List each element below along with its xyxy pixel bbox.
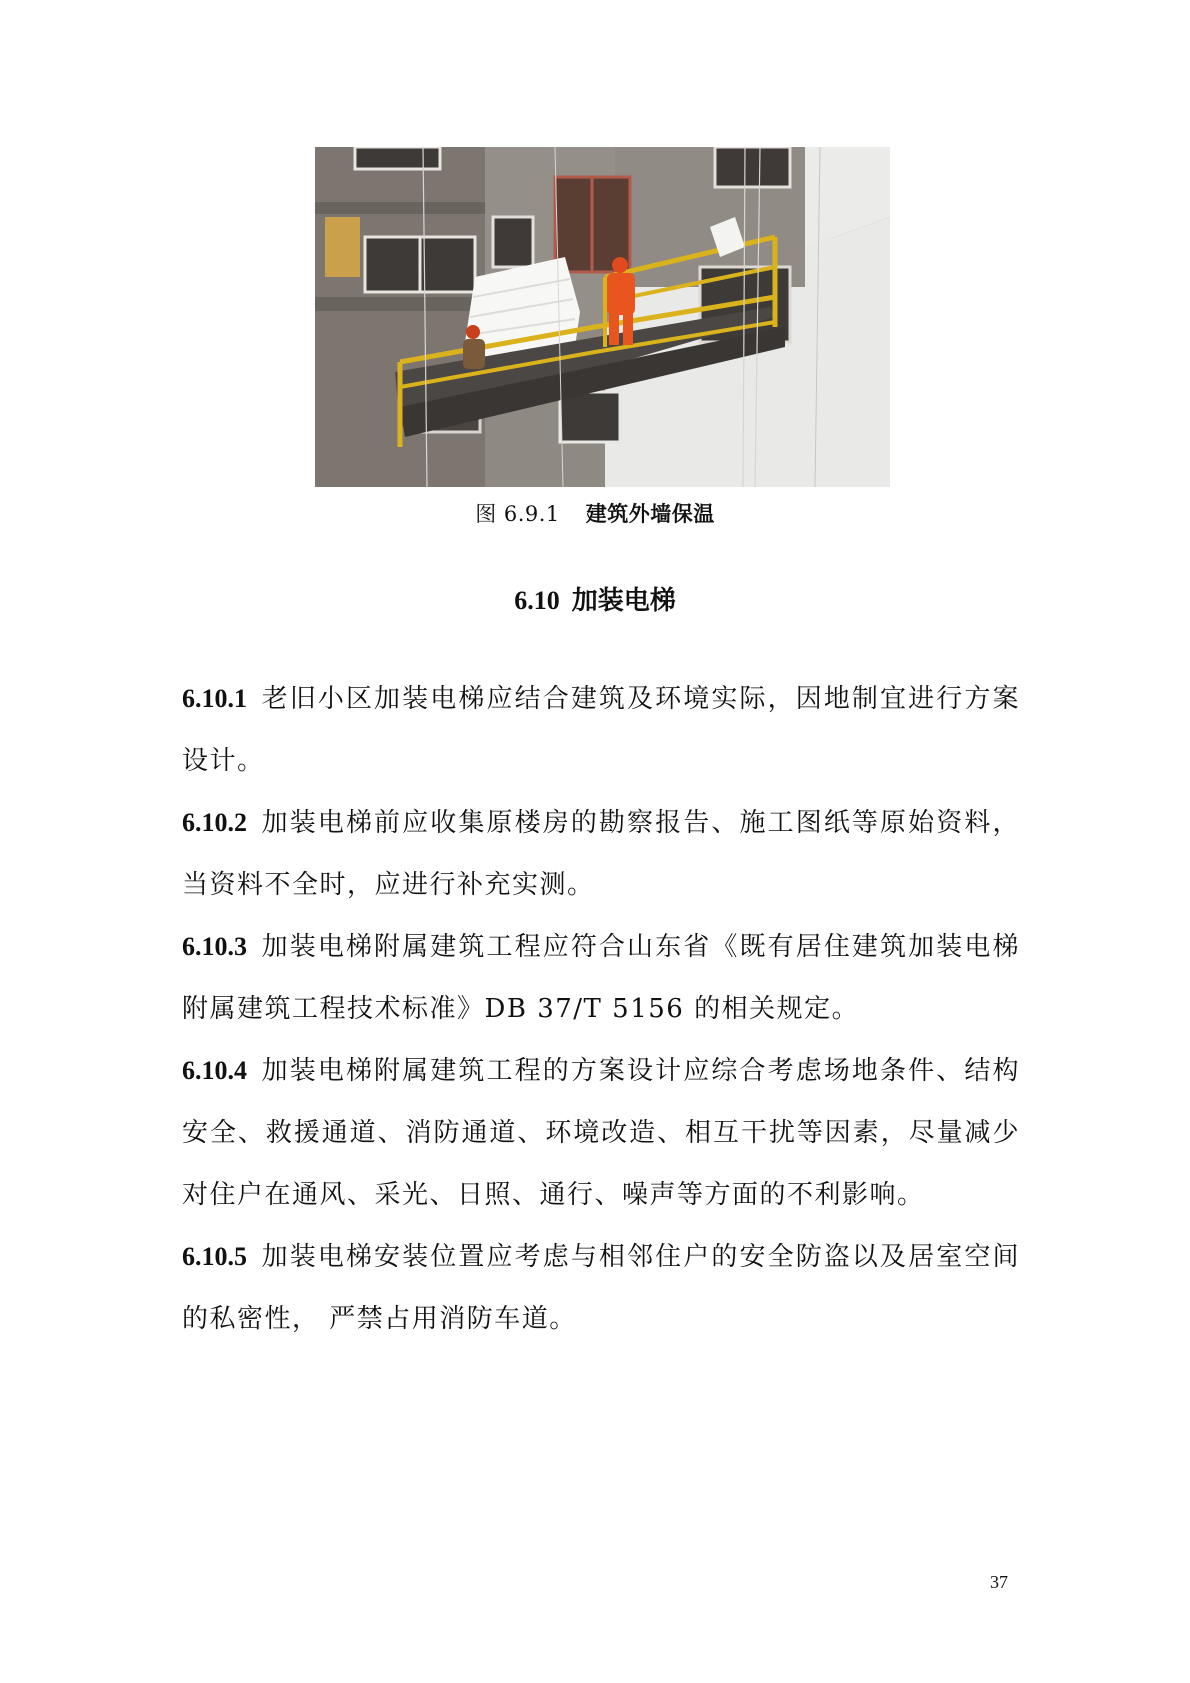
clause-6-10-5	[182, 1226, 1020, 1350]
figure-caption	[0, 498, 1190, 528]
clause-number: 6.10.4	[182, 1056, 247, 1085]
section-number: 6.10	[514, 586, 560, 615]
clause-text: 老旧小区加装电梯应结合建筑及环境实际，因地制宜进行方案设计。	[182, 684, 1020, 776]
section-title: 加装电梯	[571, 586, 676, 616]
clause-text: 加装电梯前应收集原楼房的勘察报告、施工图纸等原始资料，当资料不全时，应进行补充实测。	[182, 808, 1020, 900]
clause-number: 6.10.5	[182, 1242, 247, 1271]
clause-number: 6.10.3	[182, 932, 247, 961]
building-insulation-photo	[315, 147, 890, 487]
figure-number: 图 6.9.1	[475, 502, 560, 526]
clause-number: 6.10.1	[182, 684, 247, 713]
figure-photo	[315, 147, 890, 487]
clause-6-10-2	[182, 792, 1020, 916]
clause-6-10-4	[182, 1040, 1020, 1226]
clause-text: 加装电梯附属建筑工程应符合山东省《既有居住建筑加装电梯附属建筑工程技术标准》DB 37/T 5156 的相关规定。	[182, 932, 1020, 1024]
clause-number: 6.10.2	[182, 808, 247, 837]
clause-text: 加装电梯附属建筑工程的方案设计应综合考虑场地条件、结构安全、救援通道、消防通道、环境改造、相互干扰等因素，尽量减少对住户在通风、采光、日照、通行、噪声等方面的不利影响。	[182, 1056, 1020, 1210]
clause-text: 加装电梯安装位置应考虑与相邻住户的安全防盗以及居室空间的私密性， 严禁占用消防车道。	[182, 1242, 1020, 1334]
page-number: 37	[990, 1572, 1008, 1592]
clause-6-10-1	[182, 668, 1020, 792]
figure-title: 建筑外墙保温	[585, 502, 715, 526]
section-heading	[0, 580, 1190, 617]
clause-list	[182, 668, 1020, 1350]
clause-6-10-3	[182, 916, 1020, 1040]
